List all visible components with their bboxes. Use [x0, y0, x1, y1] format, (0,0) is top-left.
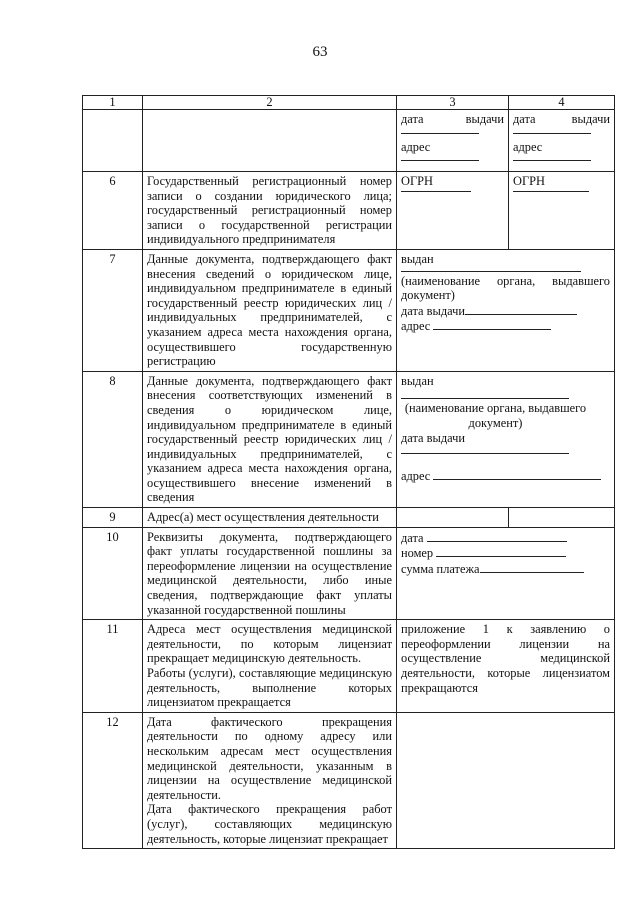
description-paragraph-1: Дата фактического прекращения деятельности по одному адресу или нескольким адресам мест осуществления медицинской деятельности, указанным в лицензии на осуществление медицинской деятельности.	[147, 714, 392, 802]
issue-date-label: дата выдачи	[401, 430, 465, 445]
date-label-word2: выдачи	[465, 112, 504, 126]
payment-sum-label: сумма платежа	[401, 561, 480, 576]
issuer-note: (наименование органа, выдавшего документ)	[401, 273, 610, 303]
payment-details-cell	[397, 527, 615, 620]
date-label-word2: выдачи	[571, 112, 610, 126]
issue-date-label: дата выдачи	[401, 303, 465, 318]
address-label: адрес	[513, 139, 543, 154]
row-number: 9	[83, 508, 143, 528]
application-table	[82, 95, 615, 849]
issuer-note: (наименование органа, выдавшего документ)	[404, 401, 587, 430]
appendix-reference: приложение 1 к заявлению о переоформлении лицензии на осуществление медицинской деятельности, которые лицензиатом прекращаются	[397, 620, 615, 713]
issued-label: выдан	[401, 251, 434, 266]
ogrn-label: ОГРН	[513, 174, 545, 188]
document-data-cell	[397, 249, 615, 371]
payment-sum-blank	[480, 561, 584, 573]
row-description: Данные документа, подтверждающего факт внесения сведений о юридическом лице, индивидуальном предпринимателе в единый государственный реестр юридических лиц / индивидуальных предпринимателей, с указанием адреса места нахождения органа, осуществившего государственную регистрацию	[143, 249, 397, 371]
table-row-9	[83, 508, 615, 528]
header-col-3: 3	[397, 96, 509, 110]
table-header-row	[83, 96, 615, 110]
payment-number-blank	[436, 545, 566, 557]
date-label-word1: дата	[513, 112, 536, 126]
table-row-12	[83, 712, 615, 848]
address-label: адрес	[401, 469, 431, 484]
cell-col3	[397, 110, 509, 172]
table-row-10	[83, 527, 615, 620]
issuer-blank-line	[401, 388, 569, 399]
address-label: адрес	[401, 319, 431, 334]
ogrn-label: ОГРН	[401, 174, 433, 188]
cell-col4	[509, 508, 615, 528]
ogrn-cell-col3	[397, 172, 509, 250]
row-number: 8	[83, 371, 143, 507]
description-paragraph-2: Работы (услуги), составляющие медицинскую деятельность, выполнение которых лицензиатом прекращается	[147, 666, 392, 710]
row-description: Государственный регистрационный номер записи о создании юридического лица; государственный регистрационный номер записи о государственной регистрации индивидуального предпринимателя	[143, 172, 397, 250]
row-description: Адрес(а) мест осуществления деятельности	[143, 508, 397, 528]
row-description	[143, 712, 397, 848]
date-label-word1: дата	[401, 112, 424, 126]
issued-label: выдан	[401, 373, 434, 388]
address-blank	[433, 318, 551, 330]
issue-date-blank	[401, 445, 569, 454]
address-blank-line	[513, 154, 591, 161]
date-blank-line	[513, 127, 591, 134]
address-blank	[433, 468, 601, 480]
table-row-6	[83, 172, 615, 250]
row-description	[143, 110, 397, 172]
ogrn-blank-line	[401, 189, 471, 192]
cell-col3	[397, 508, 509, 528]
row-number: 10	[83, 527, 143, 620]
table-row-11	[83, 620, 615, 713]
issuer-blank-line	[401, 267, 581, 272]
ogrn-blank-line	[513, 189, 589, 192]
page-number: 63	[312, 44, 328, 60]
payment-date-label: дата	[401, 530, 424, 545]
header-col-4: 4	[509, 96, 615, 110]
date-blank-line	[401, 127, 479, 134]
header-col-1: 1	[83, 96, 143, 110]
row-description	[143, 620, 397, 713]
ogrn-cell-col4	[509, 172, 615, 250]
cell-col3	[397, 712, 615, 848]
payment-number-label: номер	[401, 546, 434, 561]
table-row-7	[83, 249, 615, 371]
document-data-cell	[397, 371, 615, 507]
address-label: адрес	[401, 139, 431, 154]
header-col-2: 2	[143, 96, 397, 110]
description-paragraph-2: Дата фактического прекращения работ (услуг), составляющих медицинскую деятельность, которые лицензиат прекращает	[147, 802, 392, 846]
issue-date-blank	[465, 303, 577, 315]
payment-date-blank	[427, 530, 567, 542]
row-number	[83, 110, 143, 172]
row-description: Данные документа, подтверждающего факт внесения соответствующих изменений в сведения о юридическом лице, индивидуальном предпринимателе в единый государственный реестр юридических лиц / индивидуальных предпринимателей, с указанием адреса места нахождения органа, осуществившего внесение изменений в сведения	[143, 371, 397, 507]
row-number: 12	[83, 712, 143, 848]
row-description: Реквизиты документа, подтверждающего факт уплаты государственной пошлины за переоформление лицензии на осуществление медицинской деятельности, либо иные сведения, подтверждающие факт уплаты указанной государственной пошлины	[143, 527, 397, 620]
row-number: 6	[83, 172, 143, 250]
cell-col4	[509, 110, 615, 172]
description-paragraph-1: Адреса мест осуществления медицинской деятельности, по которым лицензиат прекращает медицинскую деятельность.	[147, 622, 392, 666]
row-number: 11	[83, 620, 143, 713]
row-number: 7	[83, 249, 143, 371]
table-row-continuation	[83, 110, 615, 172]
address-blank-line	[401, 154, 479, 161]
table-row-8	[83, 371, 615, 507]
